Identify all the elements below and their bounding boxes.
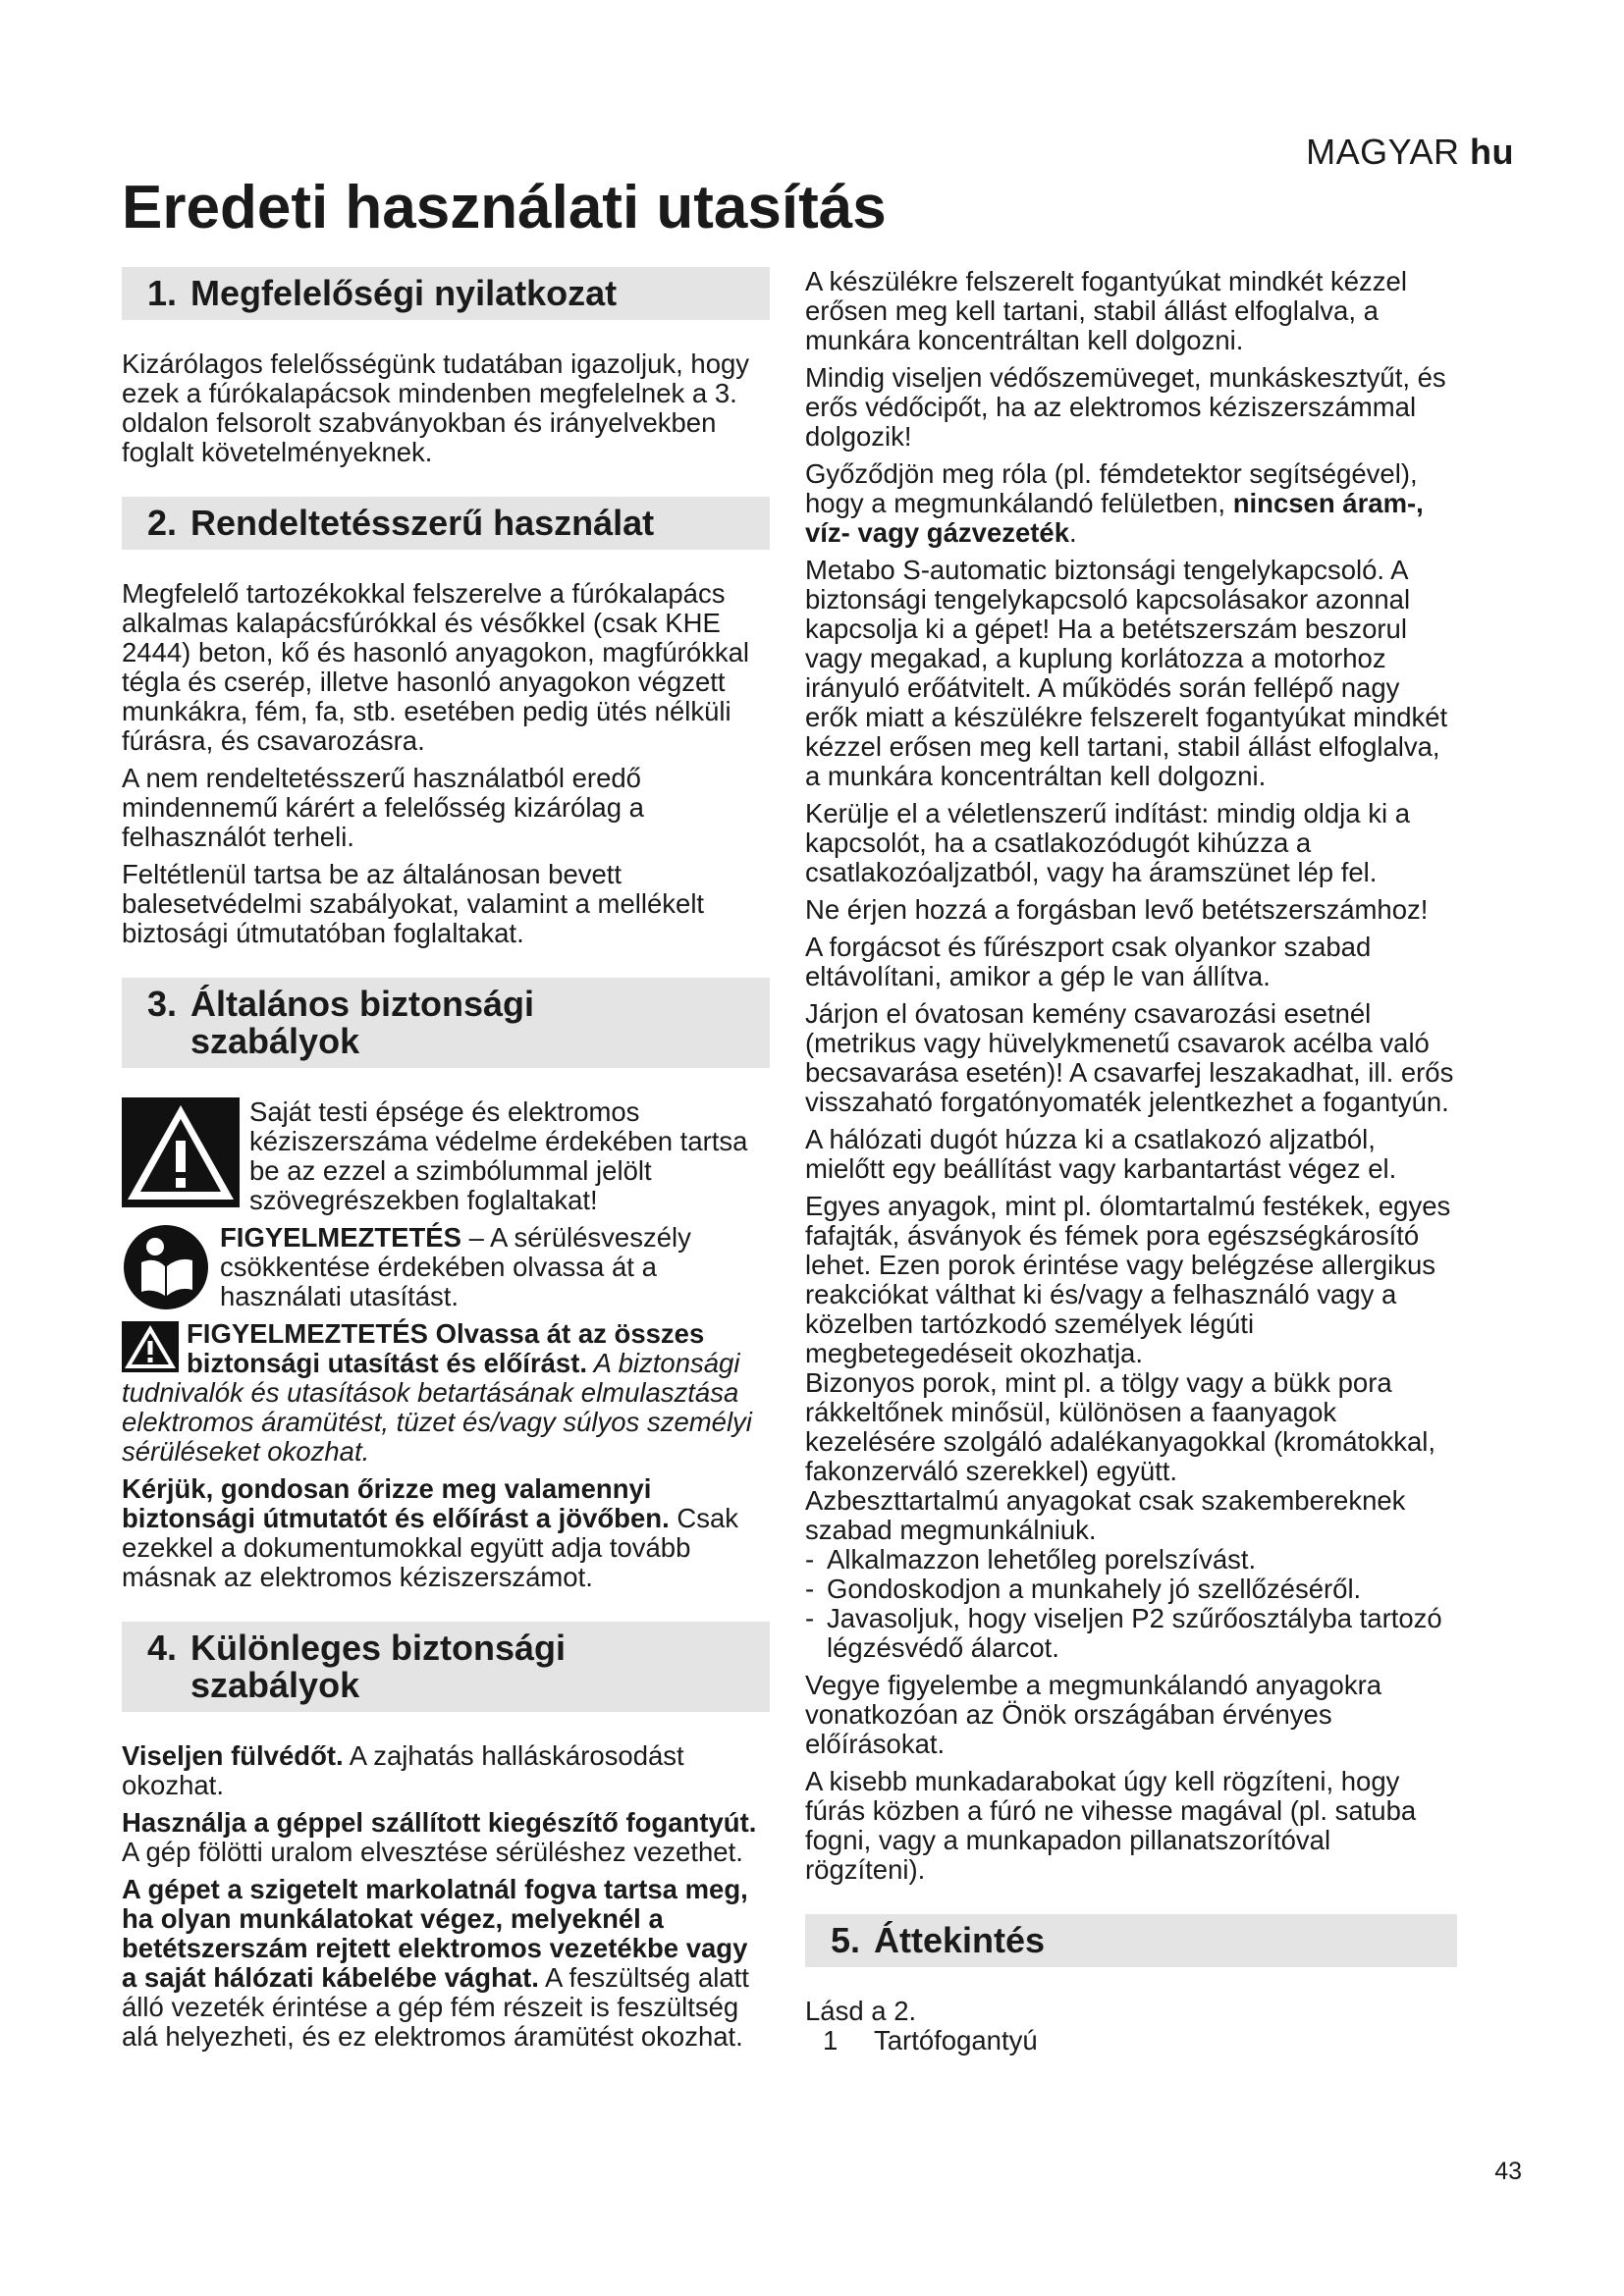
list-item-text: Gondoskodjon a munkahely jó szellőzéséről. [827, 1574, 1362, 1604]
read-manual-text [220, 1223, 770, 1311]
section-title-line2: szabályok [190, 1021, 360, 1061]
paragraph: Ne érjen hozzá a forgásban levő betétszerszámhoz! [805, 894, 1429, 925]
paragraph: A hálózati dugót húzza ki a csatlakozó aljzatból, mielőtt egy beállítást vagy karbantartást végez el. [805, 1124, 1397, 1184]
language-code: hu [1470, 132, 1514, 172]
paragraph-bold: Viseljen fülvédőt. [122, 1740, 344, 1771]
paragraph-text: Győződjön meg róla (pl. fémdetektor segítségével), hogy a megmunkálandó felületben, [805, 458, 1418, 518]
paragraph-bold: Használja a géppel szállított kiegészítő fogantyút. [122, 1807, 757, 1838]
section-title: Megfelelőségi nyilatkozat [190, 273, 618, 313]
list-item: - Alkalmazzon lehetőleg porelszívást. [805, 1544, 1257, 1575]
warning-triangle-icon [122, 1097, 240, 1207]
warning-note [122, 1097, 770, 1215]
paragraph-end: . [1069, 517, 1077, 548]
section-number: 5. [831, 1920, 861, 1960]
paragraph-bold: Kérjük, gondosan őrizze meg valamennyi biztonsági útmutatót és előírást a jövőben. [122, 1473, 670, 1533]
paragraph [122, 1875, 770, 2052]
warning-text: Saját testi épsége és elektromos kéziszerszáma védelme érdekében tartsa be az ezzel a szimbólummal jelölt szövegrészekben foglaltakat! [249, 1096, 748, 1215]
warning-label: FIGYELMEZTETÉS [220, 1222, 461, 1253]
paragraph: A készülékre felszerelt fogantyúkat mindkét kézzel erősen meg kell tartani, stabil állást elfoglalva, a munkára koncentráltan kell dolgozni. [805, 266, 1407, 355]
read-manual-body: – A sérülésveszély csökkentése érdekében olvassa át a használati utasítást. [220, 1222, 691, 1311]
paragraph-text: A zajhatás halláskárosodást okozhat. [122, 1740, 684, 1800]
section-2-heading [122, 497, 770, 550]
read-manual-note [122, 1223, 770, 1311]
section-title: Rendeltetésszerű használat [190, 503, 655, 543]
language-name: MAGYAR [1306, 132, 1460, 172]
list-item-number: 1 [823, 2025, 839, 2056]
paragraph: Feltétlenül tartsa be az általánosan bevett balesetvédelmi szabályokat, valamint a mellékelt biztosági útmutatóban foglaltakat. [122, 859, 705, 948]
section-1-heading [122, 267, 770, 320]
paragraph-text: Csak ezekkel a dokumentumokkal együtt adja tovább másnak az elektromos kéziszerszámot. [122, 1503, 739, 1592]
paragraph: Megfelelő tartozékokkal felszerelve a fúrókalapács alkalmas kalapácsfúrókkal és vésőkkel (csak KHE 2444) beton, kő és hasonló anyagokon, magfúrókkal tégla és cserép, illetve hasonló anyagokon végzett munkákra, fém, fa, stb. esetében pedig ütés nélküli fúrásra, és csavarozásra. [122, 578, 750, 756]
list-item [805, 2026, 1457, 2056]
section-4-heading [122, 1622, 770, 1712]
section-3-heading [122, 978, 770, 1068]
warning-paragraph [122, 1319, 770, 1467]
left-column [122, 267, 770, 2059]
paragraph: Vegye figyelembe a megmunkálandó anyagokra vonatkozóan az Önök országában érvényes előírásokat. [805, 1670, 1382, 1759]
paragraph: Kizárólagos felelősségünk tudatában igazoljuk, hogy ezek a fúrókalapácsok mindenben megfelelnek a 3. oldalon felsorolt szabványokban és irányelvekben foglalt követelményeknek. [122, 348, 750, 467]
list-item-text: Alkalmazzon lehetőleg porelszívást. [827, 1544, 1257, 1575]
list-item: - Gondoskodjon a munkahely jó szellőzéséről. [805, 1574, 1362, 1604]
section-title: Áttekintés [874, 1920, 1046, 1960]
paragraph: Mindig viseljen védőszemüveget, munkáskesztyűt, és erős védőcipőt, ha az elektromos kéziszerszámmal dolgozik! [805, 362, 1446, 452]
paragraph: A forgácsot és fűrészport csak olyankor szabad eltávolítani, amikor a gép le van állítva. [805, 932, 1372, 991]
paragraph: Metabo S-automatic biztonsági tengelykapcsoló. A biztonsági tengelykapcsoló kapcsolásakor azonnal kapcsolja ki a gépet! Ha a betétszerszám beszorul vagy megakad, a kuplung korlátozza a motorhoz irányuló erőátvitelt. A működés során fellépő nagy erők miatt a készülékre felszerelt fogantyúkat mindkét kézzel erősen meg kell tartani, stabil állást elfoglalva, a munkára koncentráltan kell dolgozni. [805, 555, 1448, 791]
section-number: 2. [147, 503, 178, 543]
paragraph: Egyes anyagok, mint pl. ólomtartalmú festékek, egyes fafajták, ásványok és fémek pora egészségkárosító lehet. Ezen porok érintése vagy belégzése allergikus reakciókat válthat ki és/vagy a felhasználó vagy a közelben tartózkodó személyek légúti megbetegedéseit okozhatja. [805, 1191, 1451, 1368]
section-5-heading [805, 1914, 1457, 1967]
section-title-line2: szabályok [190, 1665, 360, 1705]
paragraph-text: A gép fölötti uralom elvesztése sérüléshez vezethet. [122, 1837, 743, 1867]
language-label [1306, 132, 1514, 173]
paragraph: Járjon el óvatosan kemény csavarozási esetnél (metrikus vagy hüvelykmenetű csavarok acélba való becsavarása esetén)! A csavarfej leszakadhat, ill. erős visszaható forgatónyomaték jelentkezhet a fogantyún. [805, 998, 1454, 1117]
paragraph [122, 1474, 770, 1592]
paragraph: Kerülje el a véletlenszerű indítást: mindig oldja ki a kapcsolót, ha a csatlakozódugót kihúzza a csatlakozóaljzatból, vagy ha áramszünet lép fel. [805, 798, 1411, 887]
warning-italic: A biztonsági tudnivalók és utasítások betartásának elmulasztása elektromos áramütést, tüzet és/vagy súlyos személyi sérüléseket okozhat. [122, 1348, 752, 1467]
paragraph: Lásd a 2. [805, 1996, 917, 2026]
paragraph-text: A feszültség alatt álló vezeték érintése a gép fém részeit is feszültség alá helyezheti, és ez elektromos áramütést okozhat. [122, 1962, 749, 2052]
page-number: 43 [1494, 2158, 1522, 2185]
paragraph-bold: nincsen áram-, víz- vagy gázvezeték [805, 488, 1424, 548]
read-manual-icon [122, 1223, 210, 1311]
warning-triangle-small-icon [122, 1321, 179, 1372]
paragraph: Bizonyos porok, mint pl. a tölgy vagy a bükk pora rákkeltőnek minősül, különösen a faanyagok kezelésére szolgáló adalékanyagokkal (kromátokkal, fakonzerváló szerekkel) együtt. [805, 1367, 1436, 1486]
paragraph [805, 459, 1457, 548]
paragraph-bold: A gépet a szigetelt markolatnál fogva tartsa meg, ha olyan munkálatokat végez, melyeknél a betétszerszám rejtett elektromos vezetékbe vagy a saját hálózati kábelébe vághat. [122, 1874, 748, 1993]
warning-bold: FIGYELMEZTETÉS Olvassa át az összes biztonsági utasítást és előírást. [187, 1318, 705, 1378]
section-number: 1. [147, 273, 178, 313]
paragraph [122, 1808, 770, 1867]
list-item: - Javasoljuk, hogy viseljen P2 szűrőosztályba tartozó légzésvédő álarcot. [805, 1604, 1457, 1663]
section-title: Általános biztonsági [190, 984, 535, 1024]
paragraph: A kisebb munkadarabokat úgy kell rögzíteni, hogy fúrás közben a fúró ne vihesse magával (pl. satuba fogni, vagy a munkapadon pillanatszorítóval rögzíteni). [805, 1766, 1417, 1885]
section-number: 4. [147, 1628, 178, 1668]
paragraph: Azbeszttartalmú anyagokat csak szakembereknek szabad megmunkálniuk. [805, 1485, 1406, 1545]
section-number: 3. [147, 984, 178, 1024]
section-title: Különleges biztonsági [190, 1628, 567, 1668]
list-item-text: Tartófogantyú [874, 2025, 1038, 2056]
page-title: Eredeti használati utasítás [122, 174, 887, 241]
paragraph [122, 1741, 770, 1800]
right-column [805, 267, 1457, 2056]
paragraph: A nem rendeltetésszerű használatból eredő mindennemű kárért a felelősség kizárólag a felhasználót terheli. [122, 763, 644, 852]
list-item-text: Javasoljuk, hogy viseljen P2 szűrőosztályba tartozó légzésvédő álarcot. [827, 1603, 1442, 1663]
